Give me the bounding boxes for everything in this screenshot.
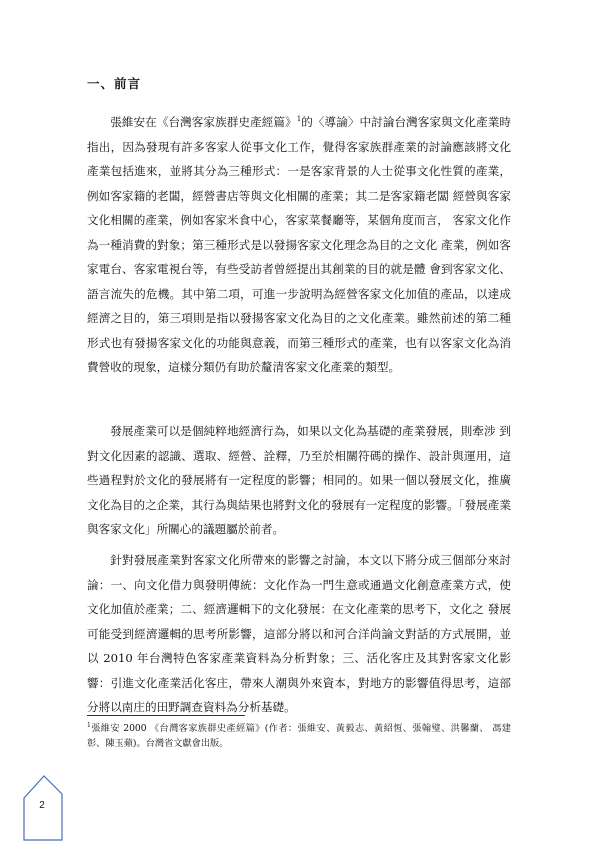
footnote-reference[interactable]: 1: [296, 115, 302, 124]
paragraph-intro-part2: 的〈導論〉中討論台灣客家與文化產業時指出，因為發現有許多客家人從事文化工作，覺得客家族群產業的討論應該將文化產業包括進來，並將其分為三種形式：一是客家背景的人士從事文化性質的產業，例如客家籍的老闆，經營書店等與文化相關的產業；其二是客家籍老闆 經營與客家文化相關的產業，例如客家米食中心，客家菜餐廳等，某個角度而言， 客家文化作為一種消費的對象；第三種形式是以發揚客家文化理念為目的之文化 產業，例如客家電台、客家電視台等，有些受訪者曾經提出其創業的目的就是體 會到客家文化、語言流失的危機。其中第二項，可進一步說明為經營客家文化加值的產品，以達成經濟之目的，第三項則是指以發揚客家文化為目的之文化產業。雖然前述的第二種形式也有發揚客家文化的功能與意義，而第三種形式的產業，也有以客家文化為消費營收的現象，這樣分類仍有助於釐清客家文化產業的類型。: [87, 115, 511, 374]
paragraph-intro: [87, 110, 511, 380]
section-heading: 一、前言: [87, 76, 142, 91]
page-number: 2: [39, 800, 45, 811]
footnote: [87, 721, 511, 751]
paragraph-outline: 針對發展產業對客家文化所帶來的影響之討論，本文以下將分成三個部分來討論：一、向文化借力與發明傳統：文化作為一門生意或通過文化創意產業方式，使文化加值於產業；二、經濟邏輯下的文化發展：在文化產業的思考下，文化之 發展可能受到經濟邏輯的思考所影響，這部分將以和河合洋尚論文對話的方式展開，並以 2010 年台灣特色客家產業資料為分析對象；三、活化客庄及其對客家文化影響：引進文化產業活化客庄，帶來人潮與外來資本，對地方的影響值得思考，這部分將以南庄的田野調查資料為分析基礎。: [87, 553, 511, 714]
paragraph-intro-part1: 張維安在《台灣客家族群史產經篇》: [110, 115, 297, 129]
footnote-mark: 1: [87, 721, 91, 729]
footnote-text: 張維安 2000 《台灣客家族群史產經篇》(作者：張維安、黃毅志、黃紹恆、張翰璧、洪馨蘭、 馮建彰、陳玉蘋)。台灣省文獻會出版。: [87, 723, 511, 749]
paragraph-industry-development: 發展產業可以是個純粹地經濟行為，如果以文化為基礎的產業發展，則牽涉 到對文化因素的認識、選取、經營、詮釋，乃至於相關符碼的操作、設計與運用，這些過程對於文化的發展將有一定程度的影響；相同的。如果一個以發展文化，推廣文化為目的之企業，其行為與結果也將對文化的發展有一定程度的影響。「發展產業與客家文化」所關心的議題屬於前者。: [87, 424, 511, 536]
footnote-divider: [87, 715, 245, 716]
